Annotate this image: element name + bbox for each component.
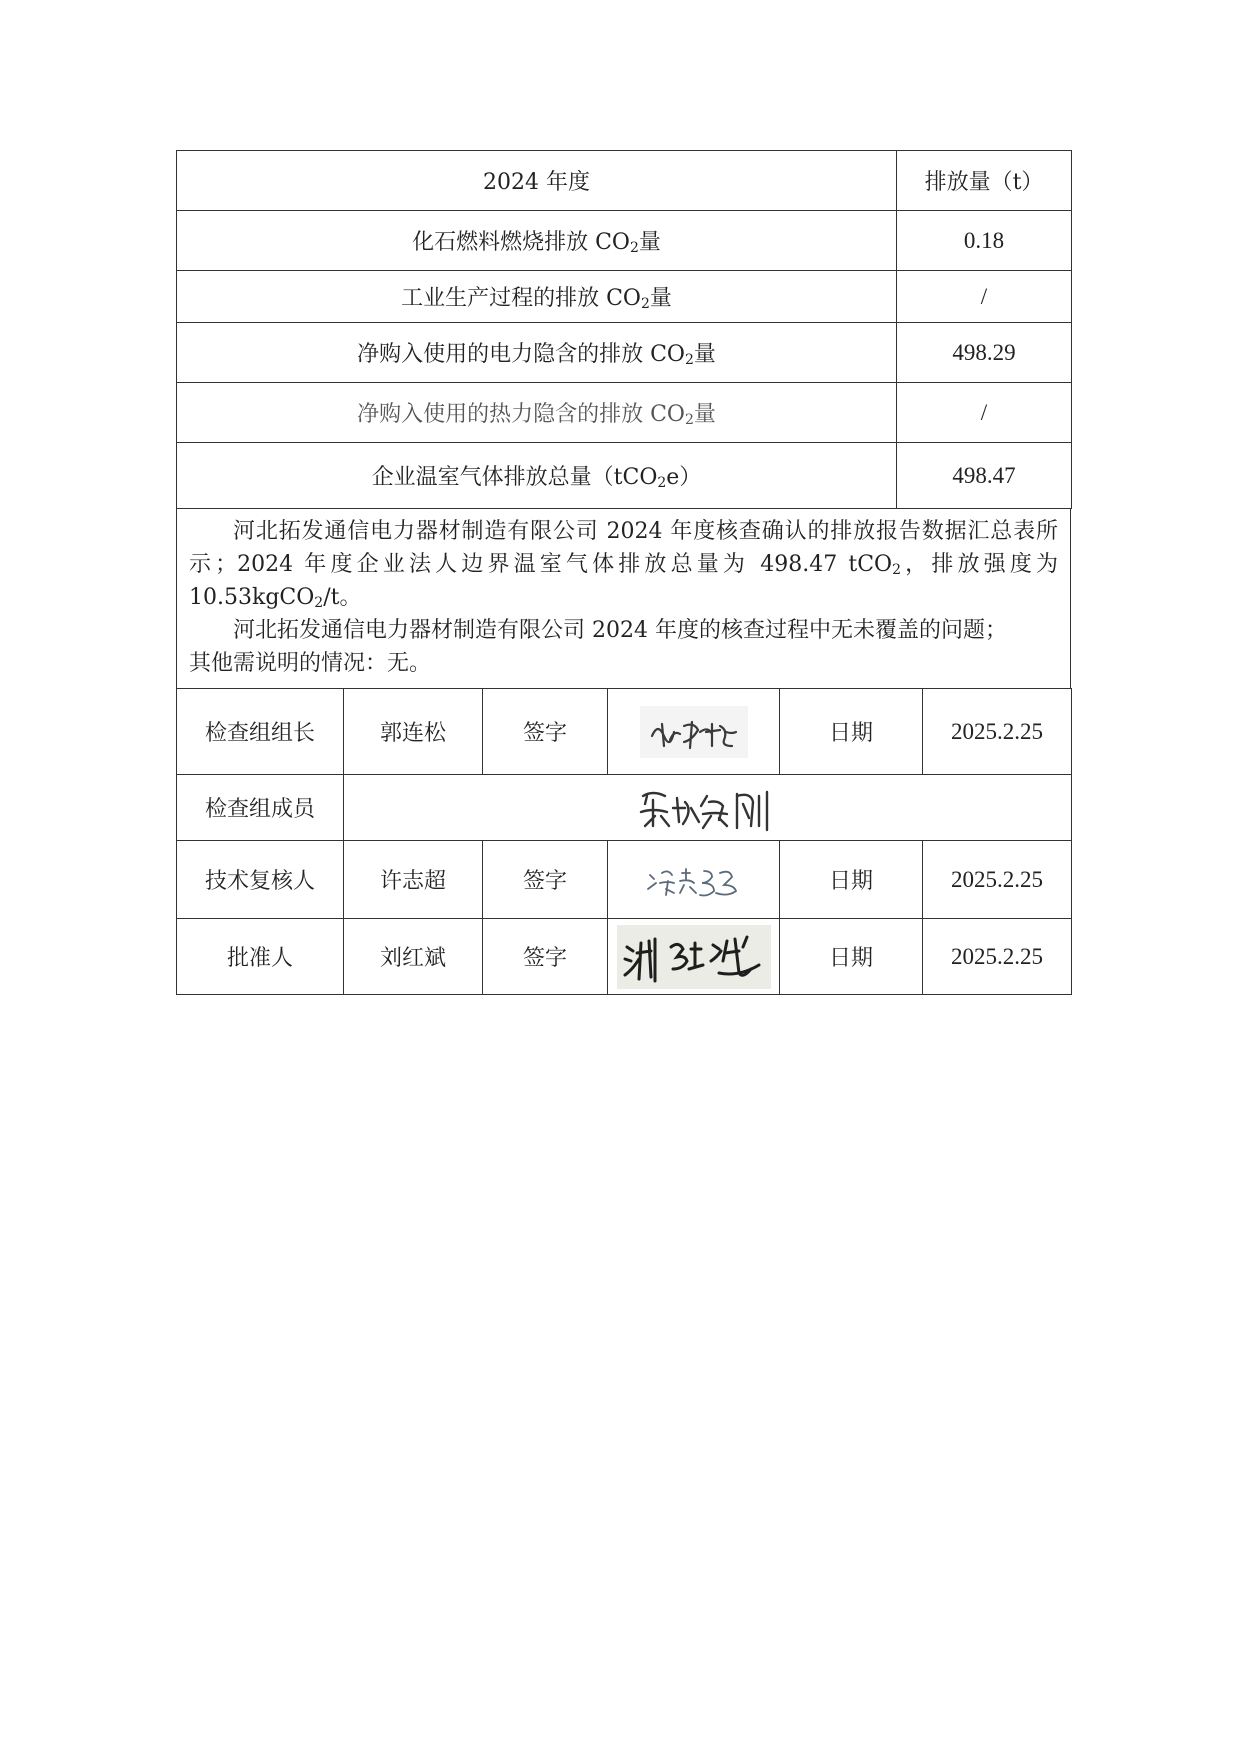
date-value: 2025.2.25 bbox=[923, 689, 1072, 775]
signature-image bbox=[608, 919, 780, 995]
coverage-paragraph: 河北拓发通信电力器材制造有限公司 2024 年度的核查过程中无未覆盖的问题； bbox=[233, 618, 1007, 643]
signoff-table bbox=[176, 688, 1072, 995]
row-label: 净购入使用的热力隐含的排放 $CO_2$量 bbox=[177, 383, 897, 443]
date-label: 日期 bbox=[780, 689, 923, 775]
person-name: 刘红斌 bbox=[344, 919, 483, 995]
sign-label: 签字 bbox=[483, 841, 608, 919]
date-label: 日期 bbox=[780, 841, 923, 919]
handwritten-signature-icon bbox=[634, 702, 754, 762]
row-label: 化石燃料燃烧排放 $CO_2$量 bbox=[177, 211, 897, 271]
members-row bbox=[177, 775, 1072, 841]
sign-label: 签字 bbox=[483, 919, 608, 995]
date-label: 日期 bbox=[780, 919, 923, 995]
row-label: 净购入使用的电力隐含的排放 $CO_2$量 bbox=[177, 323, 897, 383]
date-value: 2025.2.25 bbox=[923, 919, 1072, 995]
emission-summary-table bbox=[176, 150, 1072, 509]
table-row bbox=[177, 271, 1072, 323]
signature-image bbox=[608, 689, 780, 775]
unit-header: 排放量（t） bbox=[897, 151, 1072, 211]
role-label: 检查组组长 bbox=[177, 689, 344, 775]
approver-row bbox=[177, 919, 1072, 995]
leader-row bbox=[177, 689, 1072, 775]
sign-label: 签字 bbox=[483, 689, 608, 775]
handwritten-signature-icon bbox=[634, 855, 754, 905]
person-name: 郭连松 bbox=[344, 689, 483, 775]
row-label: 企业温室气体排放总量（tCO$_2$e） bbox=[177, 443, 897, 509]
reviewer-row bbox=[177, 841, 1072, 919]
table-header-row bbox=[177, 151, 1072, 211]
other-notes-paragraph: 其他需说明的情况：无。 bbox=[189, 651, 432, 676]
row-value: / bbox=[897, 271, 1072, 323]
year-header: 2024 年度 bbox=[177, 151, 897, 211]
date-value: 2025.2.25 bbox=[923, 841, 1072, 919]
handwritten-signature-icon bbox=[615, 923, 773, 991]
row-value: 498.29 bbox=[897, 323, 1072, 383]
role-label: 技术复核人 bbox=[177, 841, 344, 919]
table-row bbox=[177, 323, 1072, 383]
row-label: 工业生产过程的排放 $CO_2$量 bbox=[177, 271, 897, 323]
verification-conclusion bbox=[176, 509, 1071, 688]
members-signature bbox=[344, 775, 1072, 841]
row-value: / bbox=[897, 383, 1072, 443]
table-row bbox=[177, 211, 1072, 271]
role-label: 检查组成员 bbox=[177, 775, 344, 841]
role-label: 批准人 bbox=[177, 919, 344, 995]
person-name: 许志超 bbox=[344, 841, 483, 919]
table-row bbox=[177, 443, 1072, 509]
signature-image bbox=[608, 841, 780, 919]
verification-report-page bbox=[176, 150, 1071, 995]
conclusion-paragraph: 河北拓发通信电力器材制造有限公司 2024 年度核查确认的排放报告数据汇总表所示；2024 年度企业法人边界温室气体排放总量为 498.47 tCO$_2$，排放强度为 10.53kgCO$_2$/t。 bbox=[189, 519, 1058, 611]
row-value: 498.47 bbox=[897, 443, 1072, 509]
handwritten-signature-icon bbox=[633, 782, 783, 834]
table-row bbox=[177, 383, 1072, 443]
row-value: 0.18 bbox=[897, 211, 1072, 271]
